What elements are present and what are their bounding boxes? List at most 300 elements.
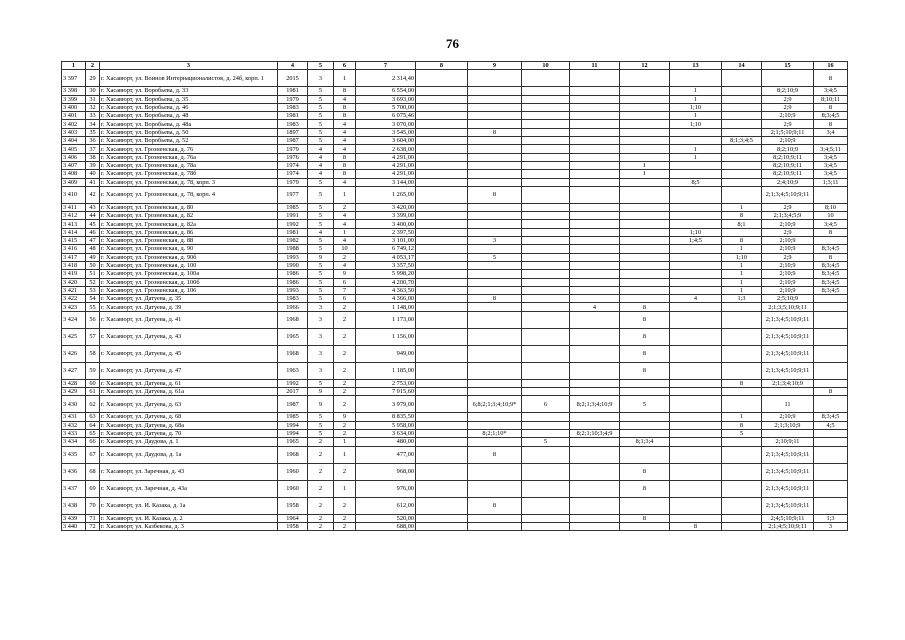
table-cell-col-6: 7 <box>334 286 356 294</box>
table-row <box>62 70 848 87</box>
table-cell-col-16: 8;3;4;5 <box>814 286 848 294</box>
table-cell-col-14: 8 <box>722 421 762 429</box>
table-cell-col-16: 3;4 <box>814 128 848 136</box>
table-cell-col-4: 1986 <box>278 278 308 286</box>
table-cell-col-8 <box>416 153 468 161</box>
table-cell-col-10 <box>522 161 570 169</box>
table-cell-col-11 <box>570 270 620 278</box>
table-cell-col-6: 2 <box>334 303 356 311</box>
table-cell-col-7: 976,00 <box>356 480 416 497</box>
table-cell-col-1: 3 435 <box>62 446 86 463</box>
table-cell-col-9: 8 <box>468 186 522 203</box>
table-cell-col-15 <box>762 388 814 396</box>
table-row <box>62 278 848 286</box>
table-cell-col-10 <box>522 421 570 429</box>
table-cell-col-2: 51 <box>86 270 100 278</box>
table-cell-col-7: 3 693,00 <box>356 95 416 103</box>
table-cell-col-7: 3 604,00 <box>356 137 416 145</box>
table-cell-col-13 <box>670 170 722 178</box>
table-cell-col-7: 4 200,70 <box>356 278 416 286</box>
table-cell-col-16: 1;3;11 <box>814 178 848 186</box>
table-cell-col-13 <box>670 421 722 429</box>
table-cell-col-6: 2 <box>334 203 356 211</box>
table-cell-col-8 <box>416 253 468 261</box>
table-cell-col-10 <box>522 153 570 161</box>
column-header-5: 5 <box>308 62 334 70</box>
table-row <box>62 514 848 522</box>
table-cell-col-5: 2 <box>308 522 334 530</box>
table-cell-col-8 <box>416 463 468 480</box>
table-cell-col-7: 3 357,50 <box>356 261 416 269</box>
table-cell-col-5: 3 <box>308 345 334 362</box>
table-cell-col-3: г. Хасавюрт, ул. Датуева, д. 68 <box>100 413 278 421</box>
table-cell-col-11 <box>570 463 620 480</box>
table-cell-col-8 <box>416 413 468 421</box>
table-cell-col-1: 3 402 <box>62 120 86 128</box>
table-cell-col-16: 3;4;5 <box>814 87 848 95</box>
table-cell-col-15: 2;1;3;10;9 <box>762 421 814 429</box>
table-cell-col-4: 1988 <box>278 245 308 253</box>
table-cell-col-11 <box>570 70 620 87</box>
table-cell-col-12: 8 <box>620 463 670 480</box>
table-cell-col-13 <box>670 379 722 387</box>
table-cell-col-3: г. Хасавюрт, ул. Датуева, д. 61а <box>100 388 278 396</box>
table-cell-col-12 <box>620 145 670 153</box>
table-cell-col-2: 35 <box>86 128 100 136</box>
table-cell-col-10 <box>522 429 570 437</box>
table-cell-col-3: г. Хасавюрт, ул. Казбекова, д. 3 <box>100 522 278 530</box>
table-cell-col-1: 3 430 <box>62 396 86 413</box>
table-cell-col-5: 5 <box>308 413 334 421</box>
table-cell-col-6: 4 <box>334 237 356 245</box>
table-cell-col-3: г. Хасавюрт, ул. Датуева, д. 45 <box>100 345 278 362</box>
table-row <box>62 228 848 236</box>
table-cell-col-9 <box>468 286 522 294</box>
table-cell-col-14: 8 <box>722 212 762 220</box>
table-row <box>62 220 848 228</box>
table-cell-col-11 <box>570 261 620 269</box>
table-row <box>62 212 848 220</box>
table-cell-col-10 <box>522 379 570 387</box>
table-cell-col-1: 3 412 <box>62 212 86 220</box>
table-cell-col-11 <box>570 311 620 328</box>
table-cell-col-3: г. Хасавюрт, ул. И. Казака, д. 2 <box>100 514 278 522</box>
table-cell-col-3: г. Хасавюрт, ул. Грозненская, д. 100 <box>100 261 278 269</box>
table-cell-col-3: г. Хасавюрт, ул. Грозненская, д. 80 <box>100 203 278 211</box>
table-cell-col-15: 2;9 <box>762 95 814 103</box>
table-cell-col-7: 3 070,00 <box>356 120 416 128</box>
table-cell-col-11 <box>570 112 620 120</box>
table-cell-col-3: г. Хасавюрт, ул. Датуева, д. 41 <box>100 311 278 328</box>
table-cell-col-2: 59 <box>86 362 100 379</box>
table-cell-col-6: 1 <box>334 438 356 446</box>
table-cell-col-5: 4 <box>308 161 334 169</box>
table-cell-col-14: 1 <box>722 278 762 286</box>
table-cell-col-11 <box>570 245 620 253</box>
table-cell-col-9: 8 <box>468 295 522 303</box>
table-cell-col-9 <box>468 379 522 387</box>
table-cell-col-3: г. Хасавюрт, ул. Грозненская, д. 90 <box>100 245 278 253</box>
table-cell-col-6: 1 <box>334 70 356 87</box>
table-cell-col-3: г. Хасавюрт, ул. Грозненская, д. 88 <box>100 237 278 245</box>
table-cell-col-11 <box>570 87 620 95</box>
table-cell-col-10: 5 <box>522 438 570 446</box>
table-cell-col-9 <box>468 87 522 95</box>
table-cell-col-15: 8;2;10;9;11 <box>762 153 814 161</box>
table-cell-col-11 <box>570 237 620 245</box>
table-body <box>62 70 848 531</box>
table-cell-col-12: 5 <box>620 396 670 413</box>
table-cell-col-7: 3 634,00 <box>356 429 416 437</box>
table-cell-col-2: 44 <box>86 212 100 220</box>
table-cell-col-2: 57 <box>86 328 100 345</box>
table-cell-col-10 <box>522 311 570 328</box>
table-cell-col-4: 1993 <box>278 253 308 261</box>
table-cell-col-7: 1 148,00 <box>356 303 416 311</box>
table-cell-col-2: 53 <box>86 286 100 294</box>
table-cell-col-1: 3 397 <box>62 70 86 87</box>
table-cell-col-13 <box>670 413 722 421</box>
table-cell-col-11 <box>570 95 620 103</box>
table-cell-col-10 <box>522 145 570 153</box>
table-cell-col-14 <box>722 303 762 311</box>
table-cell-col-7: 3 420,00 <box>356 203 416 211</box>
table-cell-col-6: 2 <box>334 421 356 429</box>
table-cell-col-4: 1963 <box>278 362 308 379</box>
table-cell-col-6: 2 <box>334 311 356 328</box>
table-cell-col-6: 9 <box>334 413 356 421</box>
table-cell-col-8 <box>416 295 468 303</box>
table-cell-col-4: 1985 <box>278 203 308 211</box>
table-cell-col-10 <box>522 103 570 111</box>
table-cell-col-2: 43 <box>86 203 100 211</box>
table-cell-col-14 <box>722 328 762 345</box>
table-cell-col-6: 8 <box>334 170 356 178</box>
table-cell-col-4: 1985 <box>278 413 308 421</box>
table-cell-col-5: 4 <box>308 170 334 178</box>
table-cell-col-6: 2 <box>334 522 356 530</box>
table-cell-col-14 <box>722 228 762 236</box>
table-cell-col-10 <box>522 388 570 396</box>
table-cell-col-8 <box>416 261 468 269</box>
table-cell-col-7: 3 101,00 <box>356 237 416 245</box>
table-row <box>62 438 848 446</box>
table-cell-col-12 <box>620 237 670 245</box>
table-cell-col-12: 8 <box>620 311 670 328</box>
table-cell-col-16 <box>814 438 848 446</box>
table-cell-col-6: 6 <box>334 278 356 286</box>
table-cell-col-6: 8 <box>334 161 356 169</box>
table-cell-col-10 <box>522 95 570 103</box>
table-cell-col-10 <box>522 413 570 421</box>
table-cell-col-10 <box>522 295 570 303</box>
table-cell-col-1: 3 413 <box>62 220 86 228</box>
table-cell-col-13 <box>670 328 722 345</box>
table-cell-col-9 <box>468 178 522 186</box>
table-row <box>62 87 848 95</box>
table-cell-col-1: 3 405 <box>62 145 86 153</box>
table-cell-col-4: 1993 <box>278 286 308 294</box>
table-cell-col-4: 1992 <box>278 379 308 387</box>
table-cell-col-4: 1968 <box>278 345 308 362</box>
table-cell-col-11 <box>570 170 620 178</box>
table-cell-col-8 <box>416 362 468 379</box>
table-cell-col-8 <box>416 438 468 446</box>
table-row <box>62 103 848 111</box>
table-row <box>62 253 848 261</box>
table-cell-col-7: 6 749,12 <box>356 245 416 253</box>
table-cell-col-2: 45 <box>86 220 100 228</box>
table-cell-col-2: 72 <box>86 522 100 530</box>
table-cell-col-14 <box>722 145 762 153</box>
table-cell-col-3: г. Хасавюрт, ул. Грозненская, д. 86 <box>100 228 278 236</box>
table-cell-col-14 <box>722 522 762 530</box>
table-cell-col-4: 1977 <box>278 186 308 203</box>
table-cell-col-10 <box>522 87 570 95</box>
table-cell-col-12 <box>620 245 670 253</box>
table-cell-col-14 <box>722 311 762 328</box>
table-cell-col-6: 4 <box>334 120 356 128</box>
table-cell-col-9 <box>468 161 522 169</box>
table-cell-col-1: 3 422 <box>62 295 86 303</box>
table-cell-col-11 <box>570 186 620 203</box>
table-cell-col-7: 1 173,00 <box>356 311 416 328</box>
table-row <box>62 429 848 437</box>
table-cell-col-8 <box>416 87 468 95</box>
table-cell-col-5: 3 <box>308 328 334 345</box>
table-cell-col-2: 54 <box>86 295 100 303</box>
table-cell-col-5: 3 <box>308 362 334 379</box>
table-cell-col-16 <box>814 396 848 413</box>
table-cell-col-6: 1 <box>334 228 356 236</box>
table-cell-col-3: г. Хасавюрт, ул. Воробьева, д. 46 <box>100 103 278 111</box>
table-cell-col-7: 1 265,00 <box>356 186 416 203</box>
table-cell-col-11 <box>570 295 620 303</box>
table-cell-col-4: 1958 <box>278 522 308 530</box>
table-cell-col-2: 71 <box>86 514 100 522</box>
table-row <box>62 203 848 211</box>
table-cell-col-15: 2;1;3;4;5;10;9;11 <box>762 186 814 203</box>
table-cell-col-9 <box>468 522 522 530</box>
table-cell-col-5: 5 <box>308 128 334 136</box>
table-cell-col-11 <box>570 497 620 514</box>
table-cell-col-12 <box>620 228 670 236</box>
table-cell-col-9 <box>468 137 522 145</box>
table-cell-col-1: 3 403 <box>62 128 86 136</box>
table-cell-col-5: 2 <box>308 438 334 446</box>
table-cell-col-7: 2 397,50 <box>356 228 416 236</box>
table-cell-col-4: 1965 <box>278 438 308 446</box>
table-cell-col-6: 1 <box>334 480 356 497</box>
table-cell-col-15: 2;1;3;4;5;10;9;11 <box>762 463 814 480</box>
table-cell-col-13 <box>670 261 722 269</box>
table-cell-col-16 <box>814 295 848 303</box>
table-cell-col-3: г. Хасавюрт, ул. Воробьева, д. 50 <box>100 128 278 136</box>
table-cell-col-3: г. Хасавюрт, ул. Датуева, д. 39 <box>100 303 278 311</box>
table-cell-col-16: 8;3;4;5 <box>814 112 848 120</box>
table-cell-col-10 <box>522 261 570 269</box>
table-cell-col-10 <box>522 137 570 145</box>
table-cell-col-2: 36 <box>86 137 100 145</box>
table-cell-col-6: 2 <box>334 362 356 379</box>
table-cell-col-16: 3;4;5 <box>814 170 848 178</box>
table-cell-col-9 <box>468 514 522 522</box>
table-cell-col-15: 2;1;3;4;5;10;9;11 <box>762 328 814 345</box>
table-cell-col-10 <box>522 286 570 294</box>
table-cell-col-7: 7 915,60 <box>356 388 416 396</box>
table-cell-col-1: 3 436 <box>62 463 86 480</box>
table-cell-col-11 <box>570 345 620 362</box>
table-cell-col-5: 3 <box>308 311 334 328</box>
table-cell-col-8 <box>416 237 468 245</box>
table-cell-col-12 <box>620 295 670 303</box>
table-cell-col-3: г. Хасавюрт, ул. Воробьева, д. 35 <box>100 95 278 103</box>
table-cell-col-10 <box>522 328 570 345</box>
table-cell-col-4: 1986 <box>278 270 308 278</box>
table-cell-col-12 <box>620 388 670 396</box>
table-row <box>62 178 848 186</box>
table-row <box>62 161 848 169</box>
table-cell-col-13: 1 <box>670 112 722 120</box>
table-row <box>62 463 848 480</box>
table-cell-col-4: 1987 <box>278 396 308 413</box>
table-cell-col-15: 2;10;9 <box>762 220 814 228</box>
table-cell-col-14 <box>722 87 762 95</box>
table-cell-col-14 <box>722 362 762 379</box>
table-cell-col-14 <box>722 161 762 169</box>
table-cell-col-2: 34 <box>86 120 100 128</box>
table-cell-col-3: г. Хасавюрт, ул. Грозненская, д. 82 <box>100 212 278 220</box>
table-cell-col-15: 11 <box>762 396 814 413</box>
table-cell-col-3: г. Хасавюрт, ул. Грозненская, д. 76а <box>100 153 278 161</box>
column-header-8: 8 <box>416 62 468 70</box>
table-cell-col-16: 3;4;5 <box>814 153 848 161</box>
table-cell-col-1: 3 414 <box>62 228 86 236</box>
table-cell-col-2: 61 <box>86 388 100 396</box>
table-cell-col-1: 3 420 <box>62 278 86 286</box>
table-cell-col-14: 1 <box>722 286 762 294</box>
table-cell-col-12 <box>620 87 670 95</box>
table-cell-col-5: 2 <box>308 463 334 480</box>
table-cell-col-15: 2;10;9 <box>762 137 814 145</box>
table-cell-col-9 <box>468 421 522 429</box>
table-cell-col-5: 5 <box>308 112 334 120</box>
table-cell-col-7: 2 753,00 <box>356 379 416 387</box>
table-cell-col-16: 8 <box>814 253 848 261</box>
table-cell-col-15: 2;10;9 <box>762 413 814 421</box>
table-cell-col-14 <box>722 103 762 111</box>
table-cell-col-9 <box>468 278 522 286</box>
table-cell-col-15: 2;10;9 <box>762 245 814 253</box>
table-cell-col-6: 4 <box>334 137 356 145</box>
table-cell-col-15: 2;1;3;4;5;10;9;11 <box>762 311 814 328</box>
table-cell-col-14 <box>722 186 762 203</box>
table-cell-col-8 <box>416 480 468 497</box>
table-cell-col-16: 8;3;4;5 <box>814 261 848 269</box>
table-cell-col-5: 5 <box>308 203 334 211</box>
table-cell-col-9 <box>468 70 522 87</box>
table-cell-col-2: 67 <box>86 446 100 463</box>
table-cell-col-9 <box>468 170 522 178</box>
table-cell-col-10 <box>522 112 570 120</box>
table-cell-col-7: 5 958,00 <box>356 421 416 429</box>
table-cell-col-2: 46 <box>86 228 100 236</box>
table-cell-col-15: 8;2;10;9 <box>762 145 814 153</box>
table-cell-col-16: 8;3;4;5 <box>814 245 848 253</box>
table-cell-col-12 <box>620 103 670 111</box>
table-cell-col-16: 8;10;11 <box>814 95 848 103</box>
table-row <box>62 237 848 245</box>
table-cell-col-13: 1;10 <box>670 228 722 236</box>
table-cell-col-6: 2 <box>334 328 356 345</box>
table-cell-col-11: 4 <box>570 303 620 311</box>
table-row <box>62 396 848 413</box>
table-cell-col-16 <box>814 463 848 480</box>
table-cell-col-9: 5 <box>468 253 522 261</box>
table-cell-col-8 <box>416 278 468 286</box>
table-cell-col-9 <box>468 261 522 269</box>
table-cell-col-15: 2;9 <box>762 120 814 128</box>
table-cell-col-13 <box>670 212 722 220</box>
table-cell-col-8 <box>416 161 468 169</box>
table-cell-col-1: 3 410 <box>62 186 86 203</box>
table-cell-col-16 <box>814 446 848 463</box>
table-cell-col-3: г. Хасавюрт, ул. Датуева, д. 47 <box>100 362 278 379</box>
table-cell-col-13 <box>670 270 722 278</box>
table-cell-col-1: 3 406 <box>62 153 86 161</box>
table-cell-col-16: 8 <box>814 103 848 111</box>
table-cell-col-5: 5 <box>308 220 334 228</box>
table-cell-col-9 <box>468 228 522 236</box>
table-cell-col-7: 4 291,00 <box>356 153 416 161</box>
table-cell-col-16 <box>814 345 848 362</box>
table-cell-col-1: 3 409 <box>62 178 86 186</box>
table-cell-col-2: 37 <box>86 145 100 153</box>
table-cell-col-14 <box>722 178 762 186</box>
table-cell-col-6: 8 <box>334 103 356 111</box>
column-header-6: 6 <box>334 62 356 70</box>
table-cell-col-6: 4 <box>334 145 356 153</box>
column-header-4: 4 <box>278 62 308 70</box>
table-cell-col-12 <box>620 497 670 514</box>
table-cell-col-10 <box>522 170 570 178</box>
table-cell-col-3: г. Хасавюрт, ул. Воробьева, д. 48 <box>100 112 278 120</box>
column-header-1: 1 <box>62 62 86 70</box>
table-cell-col-7: 3 545,00 <box>356 128 416 136</box>
table-cell-col-16: 8 <box>814 228 848 236</box>
column-header-3: 3 <box>100 62 278 70</box>
table-cell-col-12: 1 <box>620 170 670 178</box>
table-cell-col-5: 5 <box>308 95 334 103</box>
table-cell-col-1: 3 419 <box>62 270 86 278</box>
table-cell-col-11 <box>570 128 620 136</box>
table-cell-col-10 <box>522 278 570 286</box>
table-cell-col-3: г. Хасавюрт, ул. Грозненская, д. 106 <box>100 286 278 294</box>
table-cell-col-16 <box>814 328 848 345</box>
table-cell-col-2: 42 <box>86 186 100 203</box>
table-cell-col-5: 5 <box>308 270 334 278</box>
table-cell-col-15: 2;1;3;4;5;10;9;11 <box>762 480 814 497</box>
table-cell-col-5: 5 <box>308 87 334 95</box>
table-cell-col-15: 2;1;4;5;10;9;11 <box>762 522 814 530</box>
table-cell-col-10 <box>522 446 570 463</box>
table-cell-col-5: 5 <box>308 178 334 186</box>
table-cell-col-5: 3 <box>308 70 334 87</box>
table-cell-col-4: 1966 <box>278 303 308 311</box>
table-cell-col-6: 2 <box>334 514 356 522</box>
table-row <box>62 480 848 497</box>
table-cell-col-4: 1990 <box>278 261 308 269</box>
